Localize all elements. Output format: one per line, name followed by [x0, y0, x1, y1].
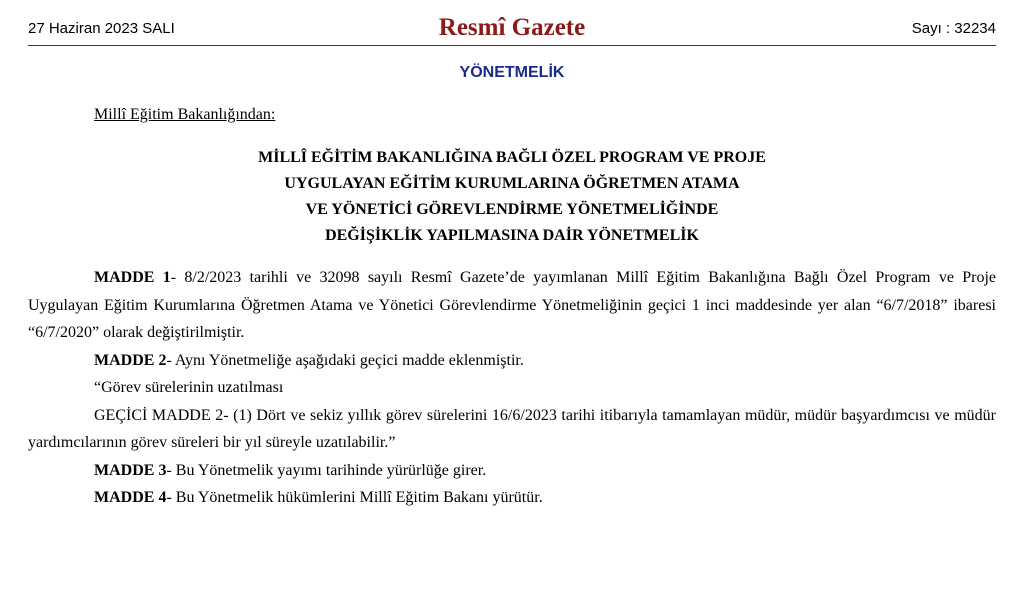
provisional-article-2: [28, 402, 996, 457]
gazette-header: [28, 12, 996, 46]
gazette-title: Resmî Gazete: [438, 14, 586, 41]
article-label: MADDE 1: [94, 269, 171, 286]
article-text: GEÇİCİ MADDE 2- (1) Dört ve sekiz yıllık görev sürelerini 16/6/2023 tarihi itibarıyla tamamlayan müdür, müdür başyardımcısı ve müdür yardımcılarının görev süreleri bir yıl süreyle uzatılabilir.”: [28, 406, 996, 451]
publication-date: 27 Haziran 2023 SALI: [28, 20, 175, 37]
article-4: [28, 484, 996, 512]
provisional-article-heading: [28, 374, 996, 402]
regulation-body: [28, 264, 996, 512]
regulation-title-line: UYGULAYAN EĞİTİM KURUMLARINA ÖĞRETMEN ATAMA: [284, 175, 740, 192]
article-label: MADDE 2: [94, 351, 167, 369]
regulation-title-line: MİLLÎ EĞİTİM BAKANLIĞINA BAĞLI ÖZEL PROGRAM VE PROJE: [258, 149, 766, 166]
article-2: [28, 347, 996, 375]
issue-number: Sayı : 32234: [911, 20, 996, 37]
article-text: - Aynı Yönetmeliğe aşağıdaki geçici madde eklenmiştir.: [166, 351, 524, 369]
article-text: “Görev sürelerinin uzatılması: [94, 379, 284, 396]
header-divider: [28, 45, 996, 46]
regulation-title: [0, 145, 1024, 249]
article-text: - Bu Yönetmelik hükümlerini Millî Eğitim Bakanı yürütür.: [166, 489, 543, 506]
article-label: MADDE 3: [94, 461, 167, 479]
article-text: - Bu Yönetmelik yayımı tarihinde yürürlüğe girer.: [166, 461, 487, 479]
article-label: MADDE 4: [94, 489, 167, 506]
regulation-title-line: VE YÖNETİCİ GÖREVLENDİRME YÖNETMELİĞİNDE: [305, 201, 719, 218]
regulation-title-line: DEĞİŞİKLİK YAPILMASINA DAİR YÖNETMELİK: [325, 227, 699, 244]
article-1: [28, 264, 996, 347]
section-title: YÖNETMELİK: [459, 64, 565, 81]
article-3: [28, 457, 996, 485]
article-text: - 8/2/2023 tarihli ve 32098 sayılı Resmî Gazete’de yayımlanan Millî Eğitim Bakanlığına Bağlı Özel Program ve Proje Uygulayan Eğitim Kurumlarına Öğretmen Atama ve Yönetici Görevlendirme Yönetmeliğinin geçici 1 inci maddesinde yer alan “6/7/2018” ibaresi “6/7/2020” olarak değiştirilmiştir.: [28, 269, 997, 341]
issuing-authority: Millî Eğitim Bakanlığından:: [94, 106, 276, 123]
